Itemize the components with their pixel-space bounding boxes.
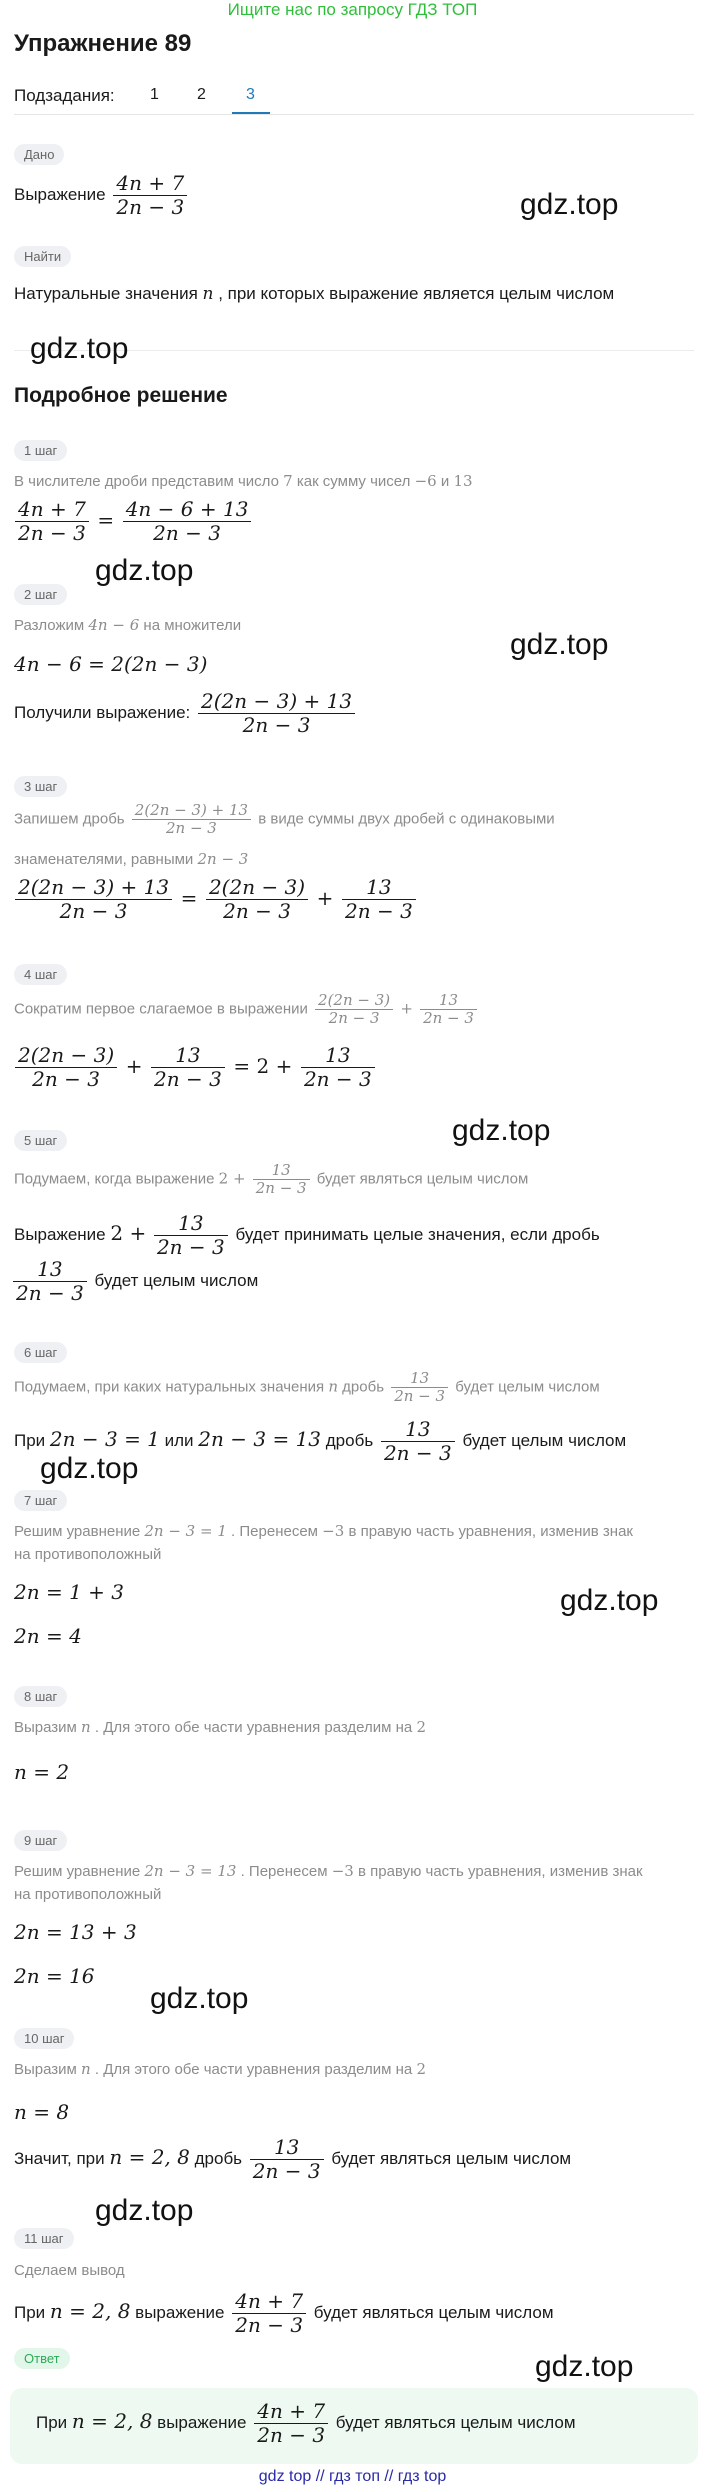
math-inline: n = 2, 8 [71,2408,153,2433]
step-text: будет являться целым числом [313,2302,554,2322]
solution-title: Подробное решение [14,384,228,407]
step-text: на множители [143,617,242,634]
plus-sign: + [316,885,334,910]
step-text: будет принимать целые значения, если дробь [235,1224,600,1244]
frac-numerator: 4n + 7 [113,172,187,196]
step-text: будет являться целым числом [316,1170,529,1188]
frac-denominator: 2n − 3 [18,521,86,545]
step-text: Решим уравнение [14,1863,141,1880]
watermark: gdz.top [520,188,619,221]
math-inline: n = 2, 8 [109,2144,190,2169]
frac-denominator: 2n − 3 [383,1441,452,1465]
step-9-line-1: 2n = 13 + 3 [14,1920,137,1944]
fraction [420,992,477,1028]
frac-denominator: 2n − 3 [16,1281,84,1305]
watermark: gdz.top [40,1452,139,1485]
frac-denominator: 2n − 3 [242,713,311,737]
step-text: Выражение [14,1224,106,1244]
frac-numerator: 13 [151,1044,225,1068]
find-badge: Найти [14,246,71,267]
step-text: в правую часть уравнения, изменив знак [348,1523,633,1540]
frac-denominator: 2n − 3 [156,1235,225,1259]
step-text: Значит, при [14,2148,105,2168]
math-inline: 2n − 3 = 1 [144,1522,227,1540]
step-5-line-2 [10,1258,258,1305]
frac-numerator: 13 [154,1212,228,1236]
fraction [13,1258,87,1305]
step-7-line-2: 2n = 4 [14,1624,82,1648]
math-inline: 13 [453,472,473,490]
equals-sign: = [180,885,198,910]
step-2-result [14,690,358,737]
find-text-b: , при которых выражение является целым числом [218,284,615,303]
subtask-tab-2[interactable]: 2 [197,86,206,103]
math-inline: 2 [416,1718,426,1736]
step-text: будет целым числом [455,1378,600,1396]
math-inline: −6 [414,472,437,490]
step-5-line [14,1212,600,1259]
step-text: будет являться целым числом [331,2148,572,2168]
frac-denominator: 2n − 3 [303,1067,372,1091]
frac-numerator: 13 [342,876,416,900]
fraction [206,876,308,923]
step-3-equation [12,876,419,923]
fraction [198,690,355,737]
given-expression [14,172,190,219]
frac-numerator: 13 [420,992,477,1010]
watermark: gdz.top [560,1584,659,1617]
answer-line [36,2400,576,2447]
step-4-badge: 4 шаг [14,964,67,985]
watermark: gdz.top [452,1114,551,1147]
frac-denominator: 2n − 3 [255,1179,307,1198]
math-inline: 2n − 3 = 13 [198,1426,322,1451]
step-11-badge: 11 шаг [14,2228,74,2249]
fraction [15,1044,117,1091]
step-text: будет целым числом [94,1270,259,1290]
var-n: n [81,2060,91,2078]
fraction [232,2290,306,2337]
given-badge: Дано [14,144,64,165]
step-text: Выразим [14,1719,77,1736]
frac-numerator: 2(2n − 3) [15,1044,117,1068]
step-10-desc [14,2060,426,2078]
step-3-desc [14,802,555,838]
frac-numerator: 13 [250,2136,324,2160]
fraction [154,1212,228,1259]
step-text: . Перенесем [240,1863,328,1880]
step-text: будет целым числом [462,1430,627,1450]
step-9-badge: 9 шаг [14,1830,67,1851]
step-7-desc [14,1522,633,1540]
step-7-badge: 7 шаг [14,1490,67,1511]
step-2-badge: 2 шаг [14,584,67,605]
frac-numerator: 4n + 7 [15,498,89,522]
frac-numerator: 2(2n − 3) + 13 [198,690,355,714]
step-text: будет являться целым числом [335,2412,576,2432]
find-text-a: Натуральные значения [14,284,198,303]
step-10-line: n = 8 [14,2100,70,2124]
step-11-desc: Сделаем вывод [14,2262,125,2279]
math-inline: = 2 + [233,1053,293,1078]
step-text: дробь [194,2148,243,2168]
step-text: или [164,1430,194,1450]
find-text [14,284,614,304]
fraction [253,1162,310,1198]
frac-denominator: 2n − 3 [154,1067,222,1091]
step-7-line-1: 2n = 1 + 3 [14,1580,124,1604]
fraction [342,876,416,923]
step-text: как сумму чисел [296,473,411,490]
math-inline: n = 2, 8 [49,2298,131,2323]
fraction [15,498,89,545]
step-text: Выразим [14,2061,77,2078]
frac-numerator: 13 [301,1044,375,1068]
frac-denominator: 2n − 3 [252,2159,321,2183]
math-inline: 2 [416,2060,426,2078]
step-1-equation [12,498,254,545]
fraction [391,1370,448,1406]
step-text: При [14,2302,46,2322]
step-2-line: 4n − 6 = 2(2n − 3) [14,652,208,676]
frac-numerator: 2(2n − 3) [206,876,308,900]
frac-denominator: 2n − 3 [116,195,185,219]
fraction [315,992,393,1028]
step-9-desc-2: на противоположный [14,1886,162,1903]
step-text: дробь [325,1430,374,1450]
watermark: gdz.top [95,2194,194,2227]
frac-denominator: 2n − 3 [344,899,413,923]
step-text: Запишем дробь [14,810,125,828]
step-6-desc [14,1370,600,1406]
step-4-desc [14,992,480,1028]
frac-numerator: 2(2n − 3) [315,992,393,1010]
fraction [15,876,172,923]
math-inline: 2n − 3 = 13 [144,1862,237,1880]
frac-denominator: 2n − 3 [32,1067,100,1091]
step-text: Подумаем, когда выражение [14,1170,215,1188]
frac-numerator: 4n + 7 [254,2400,328,2424]
fraction [381,1418,455,1465]
step-11-line [14,2290,554,2337]
fraction [301,1044,375,1091]
top-banner: Ищите нас по запросу ГДЗ ТОП [227,0,478,19]
step-8-desc [14,1718,426,1736]
fraction [254,2400,328,2447]
frac-denominator: 2n − 3 [235,2313,304,2337]
watermark: gdz.top [95,554,194,587]
step-text: При [14,1430,46,1450]
equals-sign: = [97,507,115,532]
step-8-line: n = 2 [14,1760,70,1784]
frac-numerator: 2(2n − 3) + 13 [15,876,172,900]
step-9-line-2: 2n = 16 [14,1964,95,1988]
fraction [123,498,252,545]
answer-badge: Ответ [14,2348,70,2369]
frac-denominator: 2n − 3 [257,2423,326,2447]
subtasks-label: Подзадания: [14,86,115,105]
footer-links[interactable]: gdz top // гдз топ // гдз top [258,2468,447,2485]
fraction [250,2136,324,2183]
plus-sign: + [400,999,413,1018]
fraction [151,1044,225,1091]
math-inline: 4n − 6 [88,616,140,634]
step-9-desc [14,1862,643,1880]
step-text: выражение [157,2412,247,2432]
watermark: gdz.top [30,332,129,365]
subtask-tab-3[interactable]: 3 [246,86,255,103]
frac-numerator: 13 [391,1370,448,1388]
step-text: знаменателями, равными [14,851,194,868]
step-text: Разложим [14,617,85,634]
subtask-tab-1[interactable]: 1 [150,86,159,103]
var-n: n [202,284,214,304]
step-5-badge: 5 шаг [14,1130,67,1151]
step-text: Сократим первое слагаемое в выражении [14,1000,308,1018]
math-inline: 2n − 3 = 1 [49,1426,160,1451]
step-text: При [36,2412,68,2432]
var-n: n [81,1718,91,1736]
step-text: Получили выражение: [14,702,191,722]
frac-denominator: 2n − 3 [328,1009,380,1028]
step-text: в виде суммы двух дробей с одинаковыми [258,810,555,828]
frac-denominator: 2n − 3 [394,1387,446,1406]
step-text: дробь [342,1378,385,1396]
step-2-desc [14,616,241,634]
math-inline: 2n − 3 [197,850,249,868]
math-inline: 7 [283,472,293,490]
frac-numerator: 13 [253,1162,310,1180]
frac-denominator: 2n − 3 [166,819,217,838]
step-3-desc-2 [14,850,248,868]
step-1-badge: 1 шаг [14,440,67,461]
step-text: Подумаем, при каких натуральных значения [14,1378,325,1396]
frac-numerator: 13 [381,1418,455,1442]
frac-denominator: 2n − 3 [223,899,291,923]
frac-numerator: 4n − 6 + 13 [123,498,252,522]
given-fraction [113,172,187,219]
watermark: gdz.top [510,628,609,661]
frac-numerator: 2(2n − 3) + 13 [132,802,251,820]
step-10-badge: 10 шаг [14,2028,74,2049]
step-10-conclusion [14,2136,571,2183]
step-5-desc [14,1162,528,1198]
fraction [132,802,251,838]
math-inline: −3 [331,1862,354,1880]
watermark: gdz.top [150,1982,249,2015]
math-inline: 2 + [218,1169,246,1188]
plus-sign: + [125,1053,143,1078]
math-inline: 2 + [110,1220,147,1245]
step-3-badge: 3 шаг [14,776,67,797]
watermark: gdz.top [535,2350,634,2383]
given-label: Выражение [14,184,106,204]
step-1-desc [14,472,473,490]
active-tab-indicator [232,112,270,114]
step-text: в правую часть уравнения, изменив знак [358,1863,643,1880]
step-8-badge: 8 шаг [14,1686,67,1707]
frac-denominator: 2n − 3 [59,899,128,923]
step-text: . Перенесем [231,1523,318,1540]
math-inline: −3 [322,1522,345,1540]
page-title: Упражнение 89 [14,30,192,57]
frac-denominator: 2n − 3 [153,521,221,545]
step-text: и [440,473,450,490]
step-6-badge: 6 шаг [14,1342,67,1363]
tabs-divider [14,114,694,115]
step-text: Решим уравнение [14,1523,141,1540]
var-n: n [328,1377,338,1396]
step-7-desc-2: на противоположный [14,1546,162,1563]
frac-numerator: 13 [13,1258,87,1282]
step-text: . Для этого обе части уравнения разделим на [94,1719,413,1736]
step-4-equation [12,1044,378,1091]
step-text: . Для этого обе части уравнения разделим на [94,2061,413,2078]
frac-denominator: 2n − 3 [423,1009,474,1028]
step-text: В числителе дроби представим число [14,473,279,490]
frac-numerator: 4n + 7 [232,2290,306,2314]
step-text: выражение [135,2302,225,2322]
